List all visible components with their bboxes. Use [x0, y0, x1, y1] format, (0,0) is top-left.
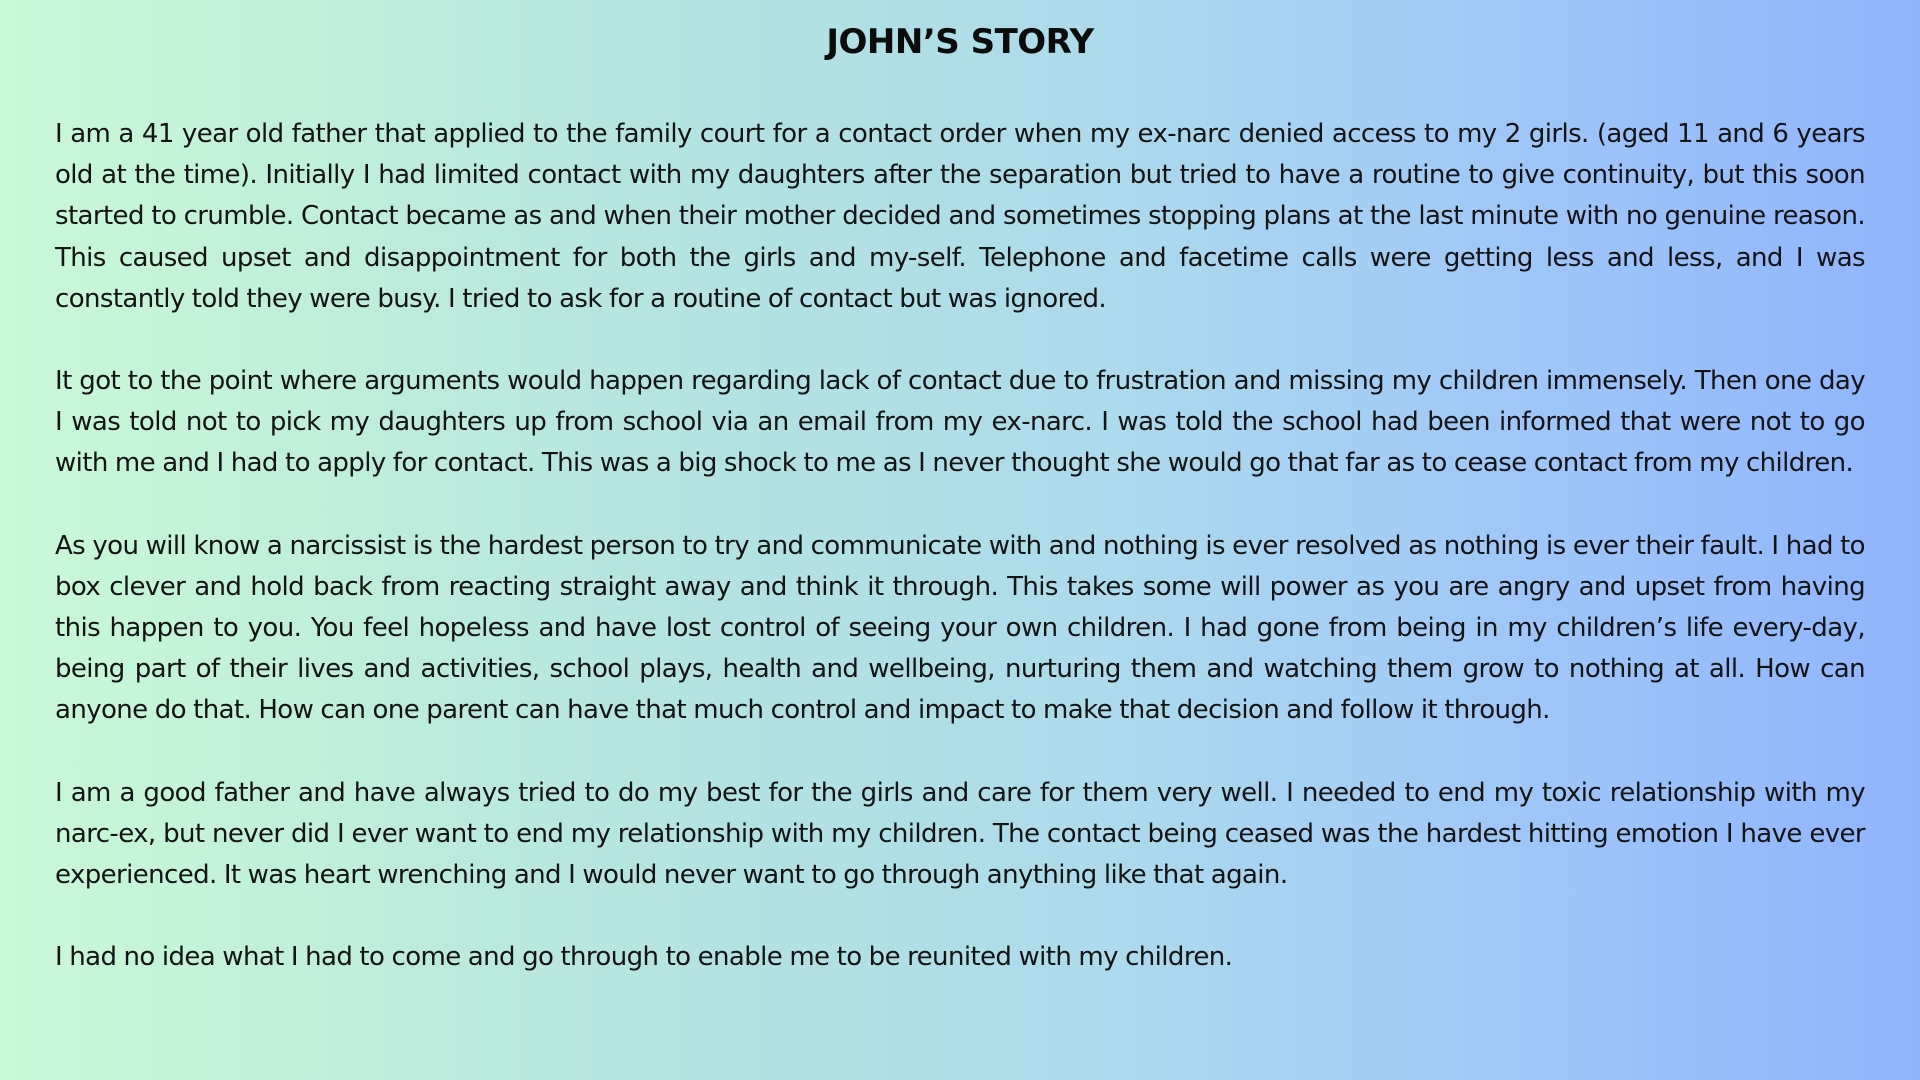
paragraph-5: I had no idea what I had to come and go through to enable me to be reunited with my children.: [55, 942, 1233, 973]
paragraph-4: I am a good father and have always tried to do my best for the girls and care for them very well. I needed to end my toxic relationship with my narc-ex, but never did I ever want to end my relationship with my children. The contact being ceased was the hardest hitting emotion I have ever experienced. It was heart wrenching and I would never want to go through anything like that again.: [55, 777, 1865, 891]
paragraph-2: It got to the point where arguments would happen regarding lack of contact due to frustration and missing my children immensely. Then one day I was told not to pick my daughters up from school via an email from my ex-narc. I was told the school had been informed that were not to go with me and I had to apply for contact. This was a big shock to me as I never thought she would go that far as to cease contact from my children.: [55, 366, 1865, 479]
paragraph-3: As you will know a narcissist is the hardest person to try and communicate with and nothing is ever resolved as nothing is ever their fault. I had to box clever and hold back from reacting straight away and think it through. This takes some will power as you are angry and upset from having this happen to you. You feel hopeless and have lost control of seeing your own children. I had gone from being in my children’s life every-day, being part of their lives and activities, school plays, health and wellbeing, nurturing them and watching them grow to nothing at all. How can anyone do that. How can one parent can have that much control and impact to make that decision and follow it through.: [55, 530, 1865, 726]
story-body: [55, 114, 1865, 978]
paragraph-1: I am a 41 year old father that applied to the family court for a contact order when my ex-narc denied access to my 2 girls. (aged 11 and 6 years old at the time). Initially I had limited contact with my daughters after the separation but tried to have a routine to give continuity, but this soon started to crumble. Contact became as and when their mother decided and sometimes stopping plans at the last minute with no genuine reason. This caused upset and disappointment for both the girls and my-self. Telephone and facetime calls were getting less and less, and I was constantly told they were busy. I tried to ask for a routine of contact but was ignored.: [55, 119, 1865, 314]
page-title: JOHN’S STORY: [826, 22, 1094, 62]
